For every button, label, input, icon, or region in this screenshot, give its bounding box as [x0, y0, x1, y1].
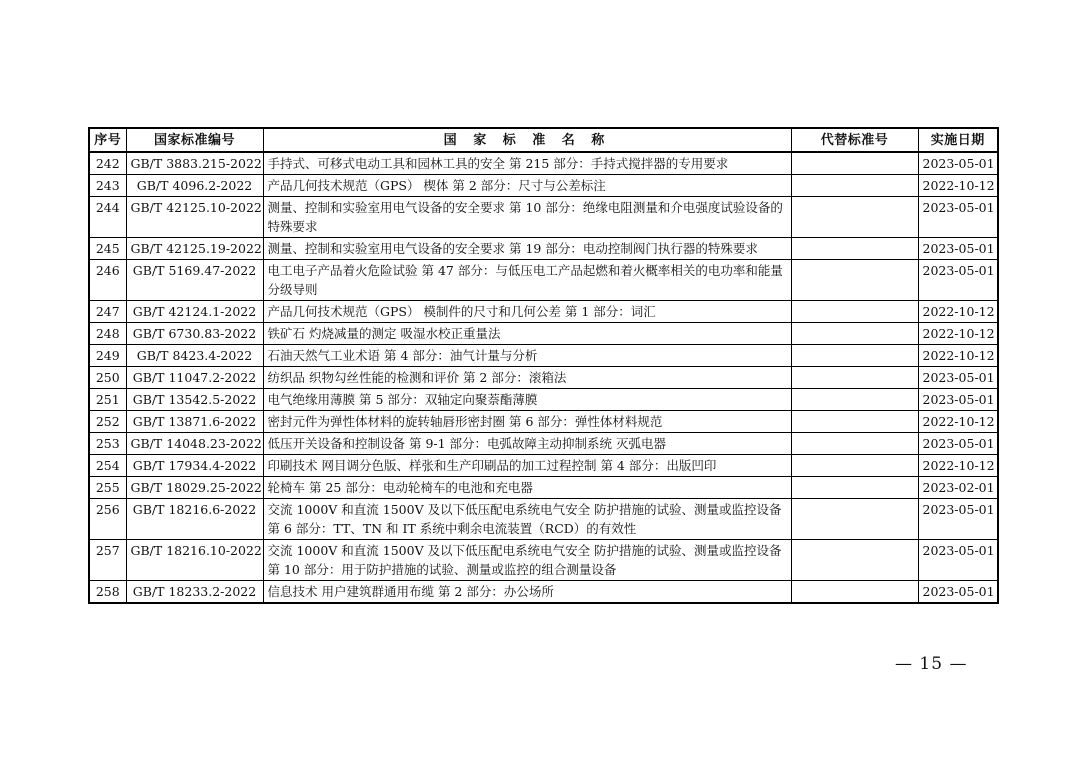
replaced-standard-cell	[791, 581, 918, 604]
standard-name-cell: 石油天然气工业术语 第 4 部分：油气计量与分析	[263, 345, 791, 367]
serial-cell: 258	[89, 581, 126, 604]
table-row	[89, 477, 998, 499]
serial-cell: 256	[89, 499, 126, 540]
serial-cell: 243	[89, 175, 126, 197]
standard-name-cell: 交流 1000V 和直流 1500V 及以下低压配电系统电气安全 防护措施的试验、测量或监控设备 第 6 部分：TT、TN 和 IT 系统中剩余电流装置（RCD）的有效性	[263, 499, 791, 540]
serial-cell: 244	[89, 197, 126, 238]
effective-date-cell: 2022-10-12	[918, 301, 998, 323]
effective-date-cell: 2023-05-01	[918, 581, 998, 604]
standard-code-cell: GB/T 11047.2-2022	[126, 367, 263, 389]
standard-code-cell: GB/T 42125.19-2022	[126, 238, 263, 260]
effective-date-cell: 2022-10-12	[918, 345, 998, 367]
replaced-standard-cell	[791, 323, 918, 345]
table-row	[89, 540, 998, 581]
standard-name-cell: 测量、控制和实验室用电气设备的安全要求 第 19 部分：电动控制阀门执行器的特殊要求	[263, 238, 791, 260]
standard-code-cell: GB/T 18216.6-2022	[126, 499, 263, 540]
replaced-standard-cell	[791, 367, 918, 389]
serial-cell: 245	[89, 238, 126, 260]
standard-name-cell: 产品几何技术规范（GPS） 模制件的尺寸和几何公差 第 1 部分：词汇	[263, 301, 791, 323]
standard-code-cell: GB/T 18029.25-2022	[126, 477, 263, 499]
table-row	[89, 260, 998, 301]
table-row	[89, 301, 998, 323]
serial-cell: 250	[89, 367, 126, 389]
standard-name-cell: 手持式、可移式电动工具和园林工具的安全 第 215 部分：手持式搅拌器的专用要求	[263, 152, 791, 175]
standards-list-sheet	[88, 127, 997, 604]
header-replaced-standard: 代替标准号	[791, 128, 918, 152]
serial-cell: 248	[89, 323, 126, 345]
header-effective-date: 实施日期	[918, 128, 998, 152]
serial-cell: 249	[89, 345, 126, 367]
serial-cell: 257	[89, 540, 126, 581]
replaced-standard-cell	[791, 455, 918, 477]
standard-name-cell: 信息技术 用户建筑群通用布缆 第 2 部分：办公场所	[263, 581, 791, 604]
standard-name-cell: 轮椅车 第 25 部分：电动轮椅车的电池和充电器	[263, 477, 791, 499]
standard-code-cell: GB/T 13871.6-2022	[126, 411, 263, 433]
standard-code-cell: GB/T 6730.83-2022	[126, 323, 263, 345]
effective-date-cell: 2023-05-01	[918, 433, 998, 455]
serial-cell: 252	[89, 411, 126, 433]
header-serial: 序号	[89, 128, 126, 152]
serial-cell: 242	[89, 152, 126, 175]
standard-code-cell: GB/T 8423.4-2022	[126, 345, 263, 367]
table-row	[89, 581, 998, 604]
standard-name-cell: 密封元件为弹性体材料的旋转轴唇形密封圈 第 6 部分：弹性体材料规范	[263, 411, 791, 433]
replaced-standard-cell	[791, 499, 918, 540]
replaced-standard-cell	[791, 301, 918, 323]
replaced-standard-cell	[791, 411, 918, 433]
table-row	[89, 175, 998, 197]
standard-name-cell: 铁矿石 灼烧减量的测定 吸湿水校正重量法	[263, 323, 791, 345]
standard-code-cell: GB/T 42125.10-2022	[126, 197, 263, 238]
table-body	[89, 152, 998, 603]
replaced-standard-cell	[791, 260, 918, 301]
standard-name-cell: 纺织品 织物勾丝性能的检测和评价 第 2 部分：滚箱法	[263, 367, 791, 389]
replaced-standard-cell	[791, 345, 918, 367]
standard-code-cell: GB/T 3883.215-2022	[126, 152, 263, 175]
table-row	[89, 455, 998, 477]
standard-name-cell: 交流 1000V 和直流 1500V 及以下低压配电系统电气安全 防护措施的试验、测量或监控设备 第 10 部分：用于防护措施的试验、测量或监控的组合测量设备	[263, 540, 791, 581]
replaced-standard-cell	[791, 238, 918, 260]
standard-code-cell: GB/T 18233.2-2022	[126, 581, 263, 604]
table-row	[89, 499, 998, 540]
serial-cell: 246	[89, 260, 126, 301]
effective-date-cell: 2023-05-01	[918, 389, 998, 411]
replaced-standard-cell	[791, 175, 918, 197]
replaced-standard-cell	[791, 540, 918, 581]
table-header-row	[89, 128, 998, 152]
effective-date-cell: 2022-10-12	[918, 323, 998, 345]
table-row	[89, 238, 998, 260]
standard-name-cell: 产品几何技术规范（GPS） 楔体 第 2 部分：尺寸与公差标注	[263, 175, 791, 197]
table-row	[89, 389, 998, 411]
standard-code-cell: GB/T 17934.4-2022	[126, 455, 263, 477]
effective-date-cell: 2023-02-01	[918, 477, 998, 499]
standard-code-cell: GB/T 5169.47-2022	[126, 260, 263, 301]
header-standard-name: 国 家 标 准 名 称	[263, 128, 791, 152]
standard-name-cell: 电气绝缘用薄膜 第 5 部分：双轴定向聚萘酯薄膜	[263, 389, 791, 411]
standard-code-cell: GB/T 4096.2-2022	[126, 175, 263, 197]
effective-date-cell: 2023-05-01	[918, 499, 998, 540]
effective-date-cell: 2023-05-01	[918, 152, 998, 175]
effective-date-cell: 2022-10-12	[918, 411, 998, 433]
table-row	[89, 411, 998, 433]
table-row	[89, 345, 998, 367]
replaced-standard-cell	[791, 389, 918, 411]
standard-name-cell: 电工电子产品着火危险试验 第 47 部分：与低压电工产品起燃和着火概率相关的电功率和能量分级导则	[263, 260, 791, 301]
table-row	[89, 323, 998, 345]
effective-date-cell: 2023-05-01	[918, 540, 998, 581]
header-standard-code: 国家标准编号	[126, 128, 263, 152]
standard-name-cell: 印刷技术 网目调分色版、样张和生产印刷品的加工过程控制 第 4 部分：出版凹印	[263, 455, 791, 477]
effective-date-cell: 2022-10-12	[918, 455, 998, 477]
replaced-standard-cell	[791, 152, 918, 175]
standards-table	[88, 127, 999, 604]
standard-code-cell: GB/T 14048.23-2022	[126, 433, 263, 455]
effective-date-cell: 2023-05-01	[918, 197, 998, 238]
replaced-standard-cell	[791, 197, 918, 238]
effective-date-cell: 2023-05-01	[918, 260, 998, 301]
serial-cell: 251	[89, 389, 126, 411]
effective-date-cell: 2023-05-01	[918, 238, 998, 260]
standard-name-cell: 低压开关设备和控制设备 第 9-1 部分：电弧故障主动抑制系统 灭弧电器	[263, 433, 791, 455]
page-number: — 15 —	[895, 654, 968, 674]
replaced-standard-cell	[791, 433, 918, 455]
standard-code-cell: GB/T 18216.10-2022	[126, 540, 263, 581]
serial-cell: 254	[89, 455, 126, 477]
table-row	[89, 197, 998, 238]
serial-cell: 255	[89, 477, 126, 499]
standard-code-cell: GB/T 13542.5-2022	[126, 389, 263, 411]
standard-code-cell: GB/T 42124.1-2022	[126, 301, 263, 323]
serial-cell: 247	[89, 301, 126, 323]
table-row	[89, 367, 998, 389]
effective-date-cell: 2022-10-12	[918, 175, 998, 197]
replaced-standard-cell	[791, 477, 918, 499]
serial-cell: 253	[89, 433, 126, 455]
effective-date-cell: 2023-05-01	[918, 367, 998, 389]
table-row	[89, 152, 998, 175]
standard-name-cell: 测量、控制和实验室用电气设备的安全要求 第 10 部分：绝缘电阻测量和介电强度试验设备的特殊要求	[263, 197, 791, 238]
table-row	[89, 433, 998, 455]
